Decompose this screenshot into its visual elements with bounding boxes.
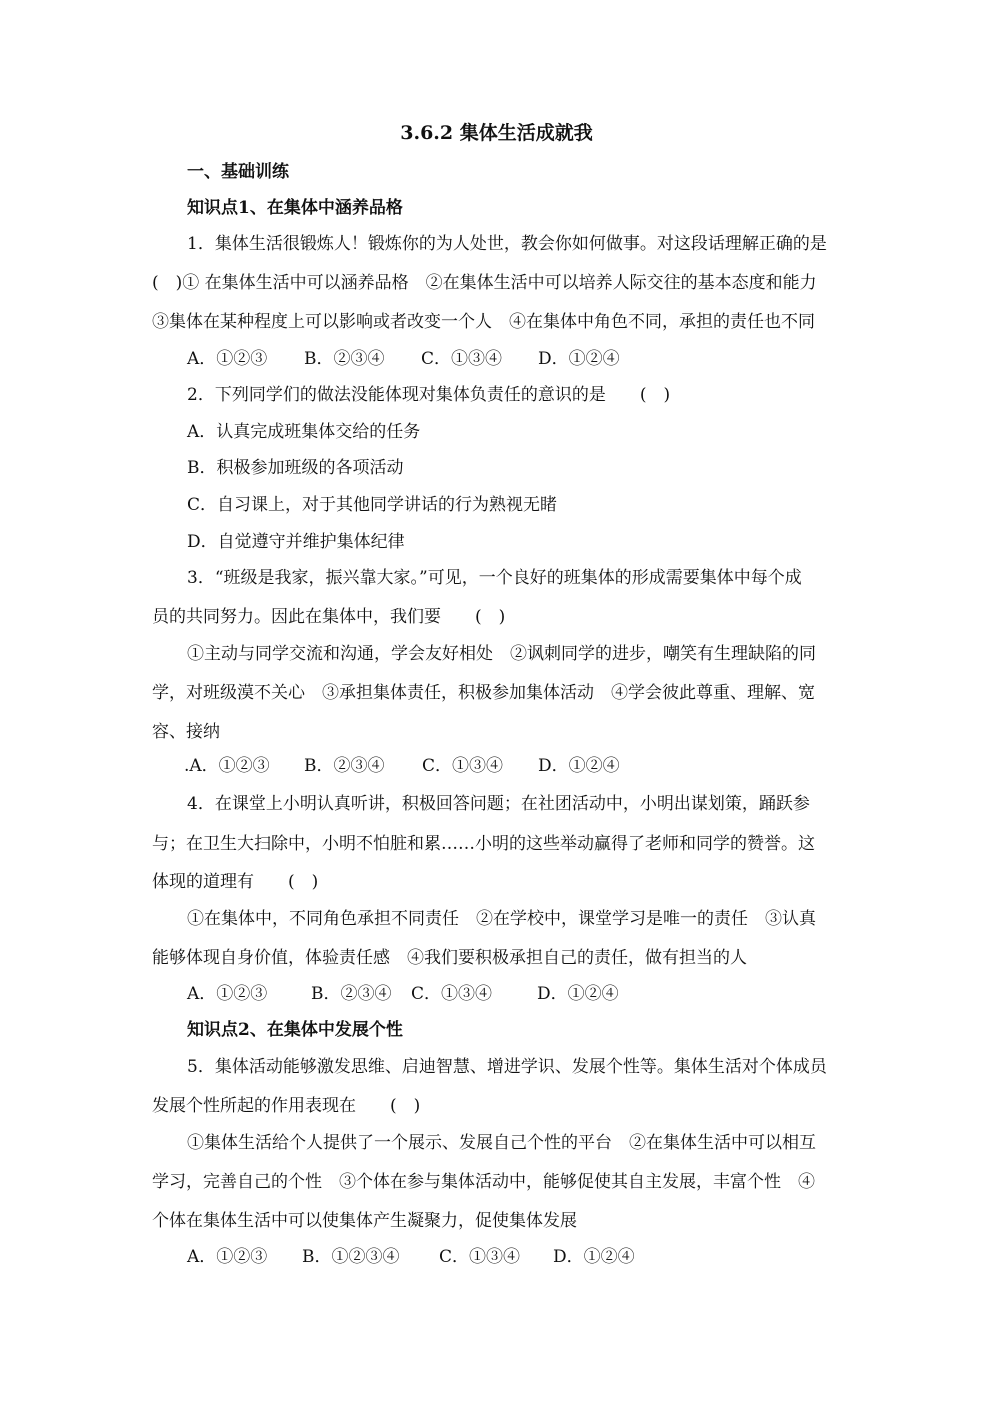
question-2-option-b: B．积极参加班级的各项活动 bbox=[187, 458, 404, 478]
question-1-option-c: C．①③④ bbox=[421, 349, 503, 369]
question-4-line-5: 能够体现自身价值，体验责任感 ④我们要积极承担自己的责任，做有担当的人 bbox=[152, 948, 747, 968]
question-4-line-1: 4．在课堂上小明认真听讲，积极回答问题；在社团活动中，小明出谋划策，踊跃参 bbox=[187, 794, 810, 814]
question-4-options bbox=[187, 983, 887, 1005]
question-4-line-3: 体现的道理有 ( ) bbox=[152, 872, 319, 892]
question-3-line-2: 员的共同努力。因此在集体中，我们要 ( ) bbox=[152, 607, 506, 627]
question-1-option-a: A．①②③ bbox=[187, 349, 268, 369]
question-3-option-d: D．①②④ bbox=[538, 756, 620, 776]
question-3-line-1: 3．“班级是我家，振兴靠大家。”可见，一个良好的班集体的形成需要集体中每个成 bbox=[187, 568, 802, 588]
question-5-option-d: D．①②④ bbox=[553, 1247, 635, 1267]
question-5-line-5: 个体在集体生活中可以使集体产生凝聚力，促使集体发展 bbox=[152, 1211, 577, 1231]
question-5-line-4: 学习，完善自己的个性 ③个体在参与集体活动中，能够促使其自主发展，丰富个性 ④ bbox=[152, 1172, 815, 1192]
question-4-line-2: 与；在卫生大扫除中，小明不怕脏和累……小明的这些举动赢得了老师和同学的赞誉。这 bbox=[152, 834, 815, 854]
question-2-option-c: C．自习课上，对于其他同学讲话的行为熟视无睹 bbox=[187, 495, 558, 515]
question-4-option-b: B．②③④ bbox=[311, 984, 392, 1004]
question-5-options bbox=[187, 1246, 887, 1268]
question-5-line-3: ①集体生活给个人提供了一个展示、发展自己个性的平台 ②在集体生活中可以相互 bbox=[187, 1133, 816, 1153]
question-3-line-4: 学，对班级漠不关心 ③承担集体责任，积极参加集体活动 ④学会彼此尊重、理解、宽 bbox=[152, 683, 815, 703]
question-4-option-c: C．①③④ bbox=[411, 984, 493, 1004]
question-4-option-d: D．①②④ bbox=[537, 984, 619, 1004]
question-2-option-d: D．自觉遵守并维护集体纪律 bbox=[187, 532, 405, 552]
question-3-options bbox=[184, 755, 884, 777]
question-3-option-a: .A．①②③ bbox=[184, 756, 270, 776]
question-2-option-a: A．认真完成班集体交给的任务 bbox=[187, 422, 421, 442]
question-5-option-b: B．①②③④ bbox=[302, 1247, 400, 1267]
section-heading: 一、基础训练 bbox=[187, 162, 289, 182]
question-3-option-b: B．②③④ bbox=[304, 756, 385, 776]
question-2-stem: 2．下列同学们的做法没能体现对集体负责任的意识的是 ( ) bbox=[187, 385, 671, 405]
question-5-option-c: C．①③④ bbox=[439, 1247, 521, 1267]
knowledge-point-2-heading: 知识点2、在集体中发展个性 bbox=[187, 1020, 403, 1040]
question-1-options bbox=[187, 348, 887, 370]
question-1-option-d: D．①②④ bbox=[538, 349, 620, 369]
question-3-line-3: ①主动与同学交流和沟通，学会友好相处 ②讽刺同学的进步，嘲笑有生理缺陷的同 bbox=[187, 644, 816, 664]
question-3-option-c: C．①③④ bbox=[422, 756, 504, 776]
question-4-option-a: A．①②③ bbox=[187, 984, 268, 1004]
question-1-line-3: ③集体在某种程度上可以影响或者改变一个人 ④在集体中角色不同，承担的责任也不同 bbox=[152, 312, 815, 332]
question-4-line-4: ①在集体中，不同角色承担不同责任 ②在学校中，课堂学习是唯一的责任 ③认真 bbox=[187, 909, 816, 929]
question-1-option-b: B．②③④ bbox=[304, 349, 385, 369]
question-5-line-2: 发展个性所起的作用表现在 ( ) bbox=[152, 1096, 421, 1116]
question-1-line-1: 1．集体生活很锻炼人！锻炼你的为人处世，教会你如何做事。对这段话理解正确的是 bbox=[187, 234, 827, 254]
page-title: 3.6.2 集体生活成就我 bbox=[400, 122, 593, 144]
question-5-option-a: A．①②③ bbox=[187, 1247, 268, 1267]
question-1-line-2: ( )① 在集体生活中可以涵养品格 ②在集体生活中可以培养人际交往的基本态度和能力 bbox=[152, 273, 817, 293]
knowledge-point-1-heading: 知识点1、在集体中涵养品格 bbox=[187, 198, 403, 218]
question-5-line-1: 5．集体活动能够激发思维、启迪智慧、增进学识、发展个性等。集体生活对个体成员 bbox=[187, 1057, 827, 1077]
question-3-line-5: 容、接纳 bbox=[152, 722, 220, 742]
